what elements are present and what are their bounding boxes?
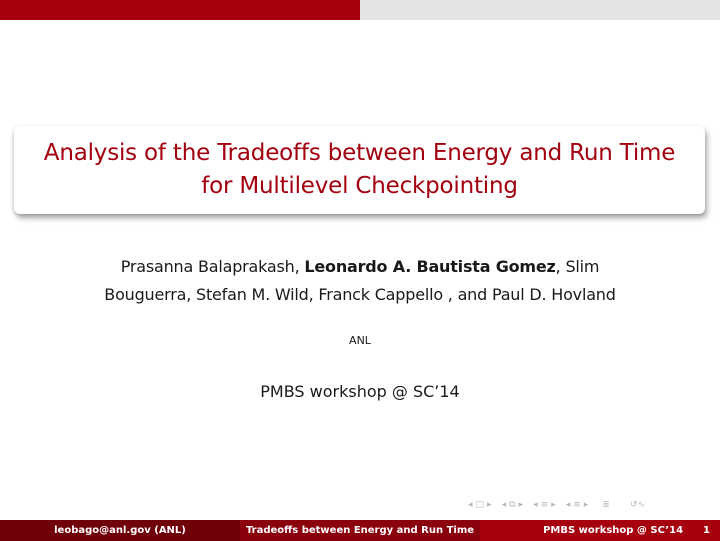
footer-title: Tradeoffs between Energy and Run Time [240, 520, 480, 541]
nav-right-arrow-icon[interactable]: ▸ [518, 500, 524, 510]
nav-left-arrow-icon[interactable]: ◂ [533, 500, 538, 510]
footer-author: leobago@anl.gov (ANL) [0, 520, 240, 541]
footer-date-page [480, 520, 720, 541]
authors-block [0, 253, 720, 309]
top-bar-accent [0, 0, 360, 20]
authors-line-1 [0, 253, 720, 281]
nav-subsection-icon[interactable]: ⧉ [509, 500, 516, 510]
nav-section-icon[interactable]: ≡ [573, 500, 581, 510]
title-line-2: for Multilevel Checkpointing [201, 173, 518, 199]
title-line-1: Analysis of the Tradeoffs between Energy and Run Time [43, 140, 676, 166]
nav-frame-icon[interactable]: □ [475, 500, 485, 510]
nav-left-arrow-icon[interactable]: ◂ [501, 500, 507, 510]
nav-right-arrow-icon[interactable]: ▸ [487, 500, 492, 510]
institute: ANL [349, 334, 371, 347]
nav-left-arrow-icon[interactable]: ◂ [468, 500, 473, 510]
author-prefix: Prasanna Balaprakash, [120, 257, 305, 276]
footer-date: PMBS workshop @ SC’14 [543, 525, 684, 536]
title-block [14, 126, 705, 214]
footer-bar [0, 520, 720, 541]
authors-line-2: Bouguerra, Stefan M. Wild, Franck Cappello , and Paul D. Hovland [104, 285, 616, 304]
nav-right-arrow-icon[interactable]: ▸ [583, 500, 589, 510]
nav-search-icon[interactable]: ↺∿ [629, 500, 645, 510]
nav-left-arrow-icon[interactable]: ◂ [565, 500, 571, 510]
page-number: 1 [703, 525, 710, 536]
nav-section-icon[interactable]: ≡ [540, 500, 549, 510]
presenting-author: Leonardo A. Bautista Gomez [304, 257, 556, 276]
author-suffix: , Slim [555, 257, 600, 276]
top-bar-light [360, 0, 720, 20]
event-date: PMBS workshop @ SC’14 [260, 382, 460, 401]
beamer-navigation-symbols [468, 498, 708, 512]
top-header-bar [0, 0, 720, 20]
nav-right-arrow-icon[interactable]: ▸ [551, 500, 556, 510]
nav-align-icon[interactable]: ≣ [602, 500, 610, 510]
